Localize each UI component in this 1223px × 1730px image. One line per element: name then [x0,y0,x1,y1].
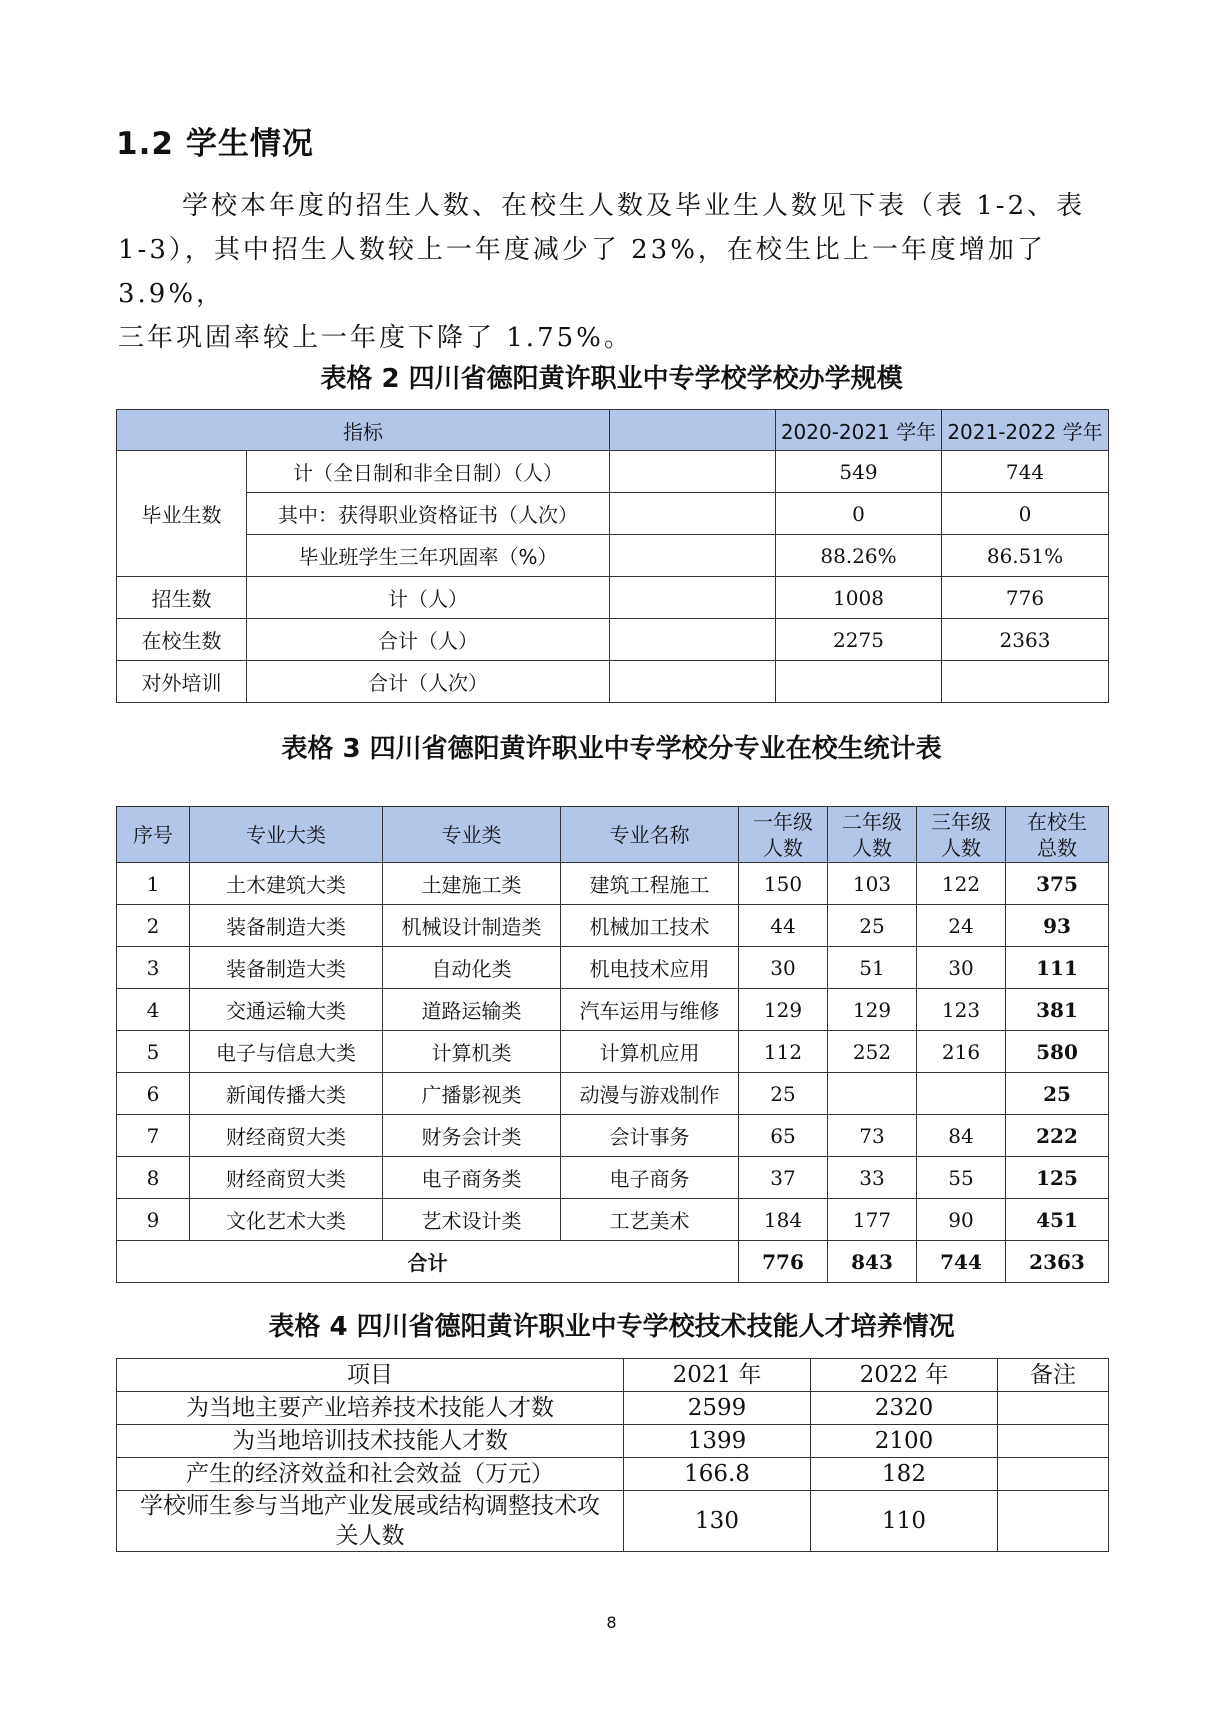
header-grade1-line1: 一年级 [753,809,813,834]
value-cell: 0 [942,493,1109,535]
section-number: 1.2 [116,126,174,162]
cell-name: 动漫与游戏制作 [561,1073,739,1115]
header-item: 项目 [117,1359,624,1392]
value-cell: 549 [776,451,942,493]
value-cell: 744 [942,451,1109,493]
value-cell: 86.51% [942,535,1109,577]
row-label: 合计（人） [247,619,610,661]
cell-2022: 182 [811,1458,998,1491]
section-title: 学生情况 [185,126,314,162]
header-year1: 2020-2021 学年 [776,410,942,451]
cell-grade2: 177 [828,1199,917,1241]
cell-2022: 2100 [811,1425,998,1458]
cell-grade1: 112 [739,1031,828,1073]
total-overall: 2363 [1006,1241,1109,1283]
cell-note [998,1458,1109,1491]
cell-name: 机电技术应用 [561,947,739,989]
cell-grade2: 103 [828,863,917,905]
value-cell: 88.26% [776,535,942,577]
value-cell: 1008 [776,577,942,619]
cell-grade1: 129 [739,989,828,1031]
table-header-row [117,807,1109,863]
cell-index: 9 [117,1199,190,1241]
header-total [1006,807,1109,863]
header-year2: 2021-2022 学年 [942,410,1109,451]
header-total-line1: 在校生 [1027,809,1087,834]
cell-category: 财经商贸大类 [190,1157,383,1199]
cell-grade1: 30 [739,947,828,989]
row-label: 毕业班学生三年巩固率（%） [247,535,610,577]
header-total-line2: 总数 [1037,835,1077,860]
row-label: 计（全日制和非全日制）（人） [247,451,610,493]
header-grade3 [917,807,1006,863]
cell-total: 580 [1006,1031,1109,1073]
cell-subcategory: 电子商务类 [383,1157,561,1199]
cell-index: 7 [117,1115,190,1157]
cell-name: 电子商务 [561,1157,739,1199]
cell-total: 375 [1006,863,1109,905]
cell-subcategory: 计算机类 [383,1031,561,1073]
header-name: 专业名称 [561,807,739,863]
cell-total: 381 [1006,989,1109,1031]
cell-subcategory: 道路运输类 [383,989,561,1031]
page-number: 8 [606,1613,617,1632]
cell-item: 为当地培训技术技能人才数 [117,1425,624,1458]
table3-caption: 表格 3 四川省德阳黄许职业中专学校分专业在校生统计表 [281,734,942,764]
table-row [117,1392,1109,1425]
cell-grade2: 73 [828,1115,917,1157]
cell-item: 学校师生参与当地产业发展或结构调整技术攻关人数 [117,1491,624,1552]
table-row [117,1073,1109,1115]
school-scale-table [116,409,1109,703]
cell-note [998,1392,1109,1425]
header-grade3-line2: 人数 [941,835,981,860]
table-row [117,619,1109,661]
intro-paragraph [118,184,1118,360]
cell-grade3: 24 [917,905,1006,947]
table-row [117,989,1109,1031]
group-in-school: 在校生数 [117,619,247,661]
table-row [117,577,1109,619]
header-subcategory: 专业类 [383,807,561,863]
cell-name: 汽车运用与维修 [561,989,739,1031]
cell-grade2 [828,1073,917,1115]
table-row [117,493,1109,535]
row-label: 计（人） [247,577,610,619]
cell-total: 125 [1006,1157,1109,1199]
cell-category: 新闻传播大类 [190,1073,383,1115]
cell-total: 451 [1006,1199,1109,1241]
cell-index: 8 [117,1157,190,1199]
header-2022: 2022 年 [811,1359,998,1392]
header-2021: 2021 年 [624,1359,811,1392]
cell-total: 111 [1006,947,1109,989]
blank-cell [610,535,776,577]
cell-category: 文化艺术大类 [190,1199,383,1241]
row-label: 合计（人次） [247,661,610,703]
total-label: 合计 [117,1241,739,1283]
header-grade1 [739,807,828,863]
table-row [117,1458,1109,1491]
table-row [117,947,1109,989]
cell-grade2: 252 [828,1031,917,1073]
cell-grade1: 44 [739,905,828,947]
cell-index: 2 [117,905,190,947]
group-training: 对外培训 [117,661,247,703]
cell-2022: 2320 [811,1392,998,1425]
cell-grade1: 65 [739,1115,828,1157]
total-grade2: 843 [828,1241,917,1283]
cell-index: 6 [117,1073,190,1115]
cell-item: 产生的经济效益和社会效益（万元） [117,1458,624,1491]
value-cell: 776 [942,577,1109,619]
cell-grade3: 30 [917,947,1006,989]
cell-index: 1 [117,863,190,905]
major-enrollment-table [116,806,1109,1283]
value-cell [776,661,942,703]
cell-grade3 [917,1073,1006,1115]
table-row [117,535,1109,577]
cell-name: 机械加工技术 [561,905,739,947]
cell-total: 93 [1006,905,1109,947]
cell-grade1: 25 [739,1073,828,1115]
table-row [117,451,1109,493]
header-grade2 [828,807,917,863]
header-category: 专业大类 [190,807,383,863]
cell-total: 25 [1006,1073,1109,1115]
cell-grade1: 37 [739,1157,828,1199]
header-grade2-line2: 人数 [852,835,892,860]
cell-grade2: 33 [828,1157,917,1199]
cell-grade2: 129 [828,989,917,1031]
header-index: 序号 [117,807,190,863]
cell-subcategory: 土建施工类 [383,863,561,905]
group-enrollment: 招生数 [117,577,247,619]
blank-cell [610,619,776,661]
header-grade3-line1: 三年级 [931,809,991,834]
header-grade2-line1: 二年级 [842,809,902,834]
table4-caption: 表格 4 四川省德阳黄许职业中专学校技术技能人才培养情况 [268,1312,955,1342]
section-heading [116,118,314,163]
cell-name: 工艺美术 [561,1199,739,1241]
cell-category: 电子与信息大类 [190,1031,383,1073]
header-grade1-line2: 人数 [763,835,803,860]
cell-grade2: 51 [828,947,917,989]
cell-subcategory: 机械设计制造类 [383,905,561,947]
cell-category: 装备制造大类 [190,905,383,947]
cell-grade3: 122 [917,863,1006,905]
group-graduates: 毕业生数 [117,451,247,577]
cell-category: 财经商贸大类 [190,1115,383,1157]
table-header-row [117,1359,1109,1392]
cell-2021: 130 [624,1491,811,1552]
blank-cell [610,493,776,535]
table-row [117,1157,1109,1199]
cell-index: 3 [117,947,190,989]
cell-note [998,1425,1109,1458]
cell-name: 建筑工程施工 [561,863,739,905]
cell-name: 会计事务 [561,1115,739,1157]
cell-subcategory: 广播影视类 [383,1073,561,1115]
value-cell: 2363 [942,619,1109,661]
table-total-row [117,1241,1109,1283]
table-row [117,1115,1109,1157]
total-grade3: 744 [917,1241,1006,1283]
cell-index: 4 [117,989,190,1031]
table-row [117,661,1109,703]
table-row [117,1491,1109,1552]
cell-grade3: 90 [917,1199,1006,1241]
cell-grade3: 123 [917,989,1006,1031]
cell-name: 计算机应用 [561,1031,739,1073]
cell-2021: 166.8 [624,1458,811,1491]
row-label: 其中：获得职业资格证书（人次） [247,493,610,535]
cell-category: 土木建筑大类 [190,863,383,905]
table-header-row [117,410,1109,451]
table-row [117,863,1109,905]
blank-cell [610,661,776,703]
table-row [117,1031,1109,1073]
cell-item: 为当地主要产业培养技术技能人才数 [117,1392,624,1425]
table-row [117,1199,1109,1241]
total-grade1: 776 [739,1241,828,1283]
cell-2022: 110 [811,1491,998,1552]
cell-subcategory: 财务会计类 [383,1115,561,1157]
cell-grade2: 25 [828,905,917,947]
cell-note [998,1491,1109,1552]
cell-grade3: 84 [917,1115,1006,1157]
cell-category: 装备制造大类 [190,947,383,989]
cell-grade1: 184 [739,1199,828,1241]
cell-subcategory: 自动化类 [383,947,561,989]
table2-caption: 表格 2 四川省德阳黄许职业中专学校学校办学规模 [320,364,903,394]
cell-2021: 1399 [624,1425,811,1458]
intro-line-3: 三年巩固率较上一年度下降了 1.75%。 [118,323,633,353]
cell-category: 交通运输大类 [190,989,383,1031]
cell-grade3: 216 [917,1031,1006,1073]
value-cell: 0 [776,493,942,535]
header-indicator: 指标 [117,410,610,451]
cell-grade3: 55 [917,1157,1006,1199]
blank-cell [610,451,776,493]
blank-cell [610,577,776,619]
cell-2021: 2599 [624,1392,811,1425]
cell-grade1: 150 [739,863,828,905]
header-note: 备注 [998,1359,1109,1392]
cell-total: 222 [1006,1115,1109,1157]
value-cell: 2275 [776,619,942,661]
cell-subcategory: 艺术设计类 [383,1199,561,1241]
intro-line-1: 学校本年度的招生人数、在校生人数及毕业生人数见下表（表 1-2、表 [182,191,1086,221]
header-blank [610,410,776,451]
intro-line-2: 1-3），其中招生人数较上一年度减少了 23%，在校生比上一年度增加了 3.9%， [118,235,1046,309]
talent-training-table [116,1358,1109,1552]
value-cell [942,661,1109,703]
cell-index: 5 [117,1031,190,1073]
table-row [117,905,1109,947]
table-row [117,1425,1109,1458]
